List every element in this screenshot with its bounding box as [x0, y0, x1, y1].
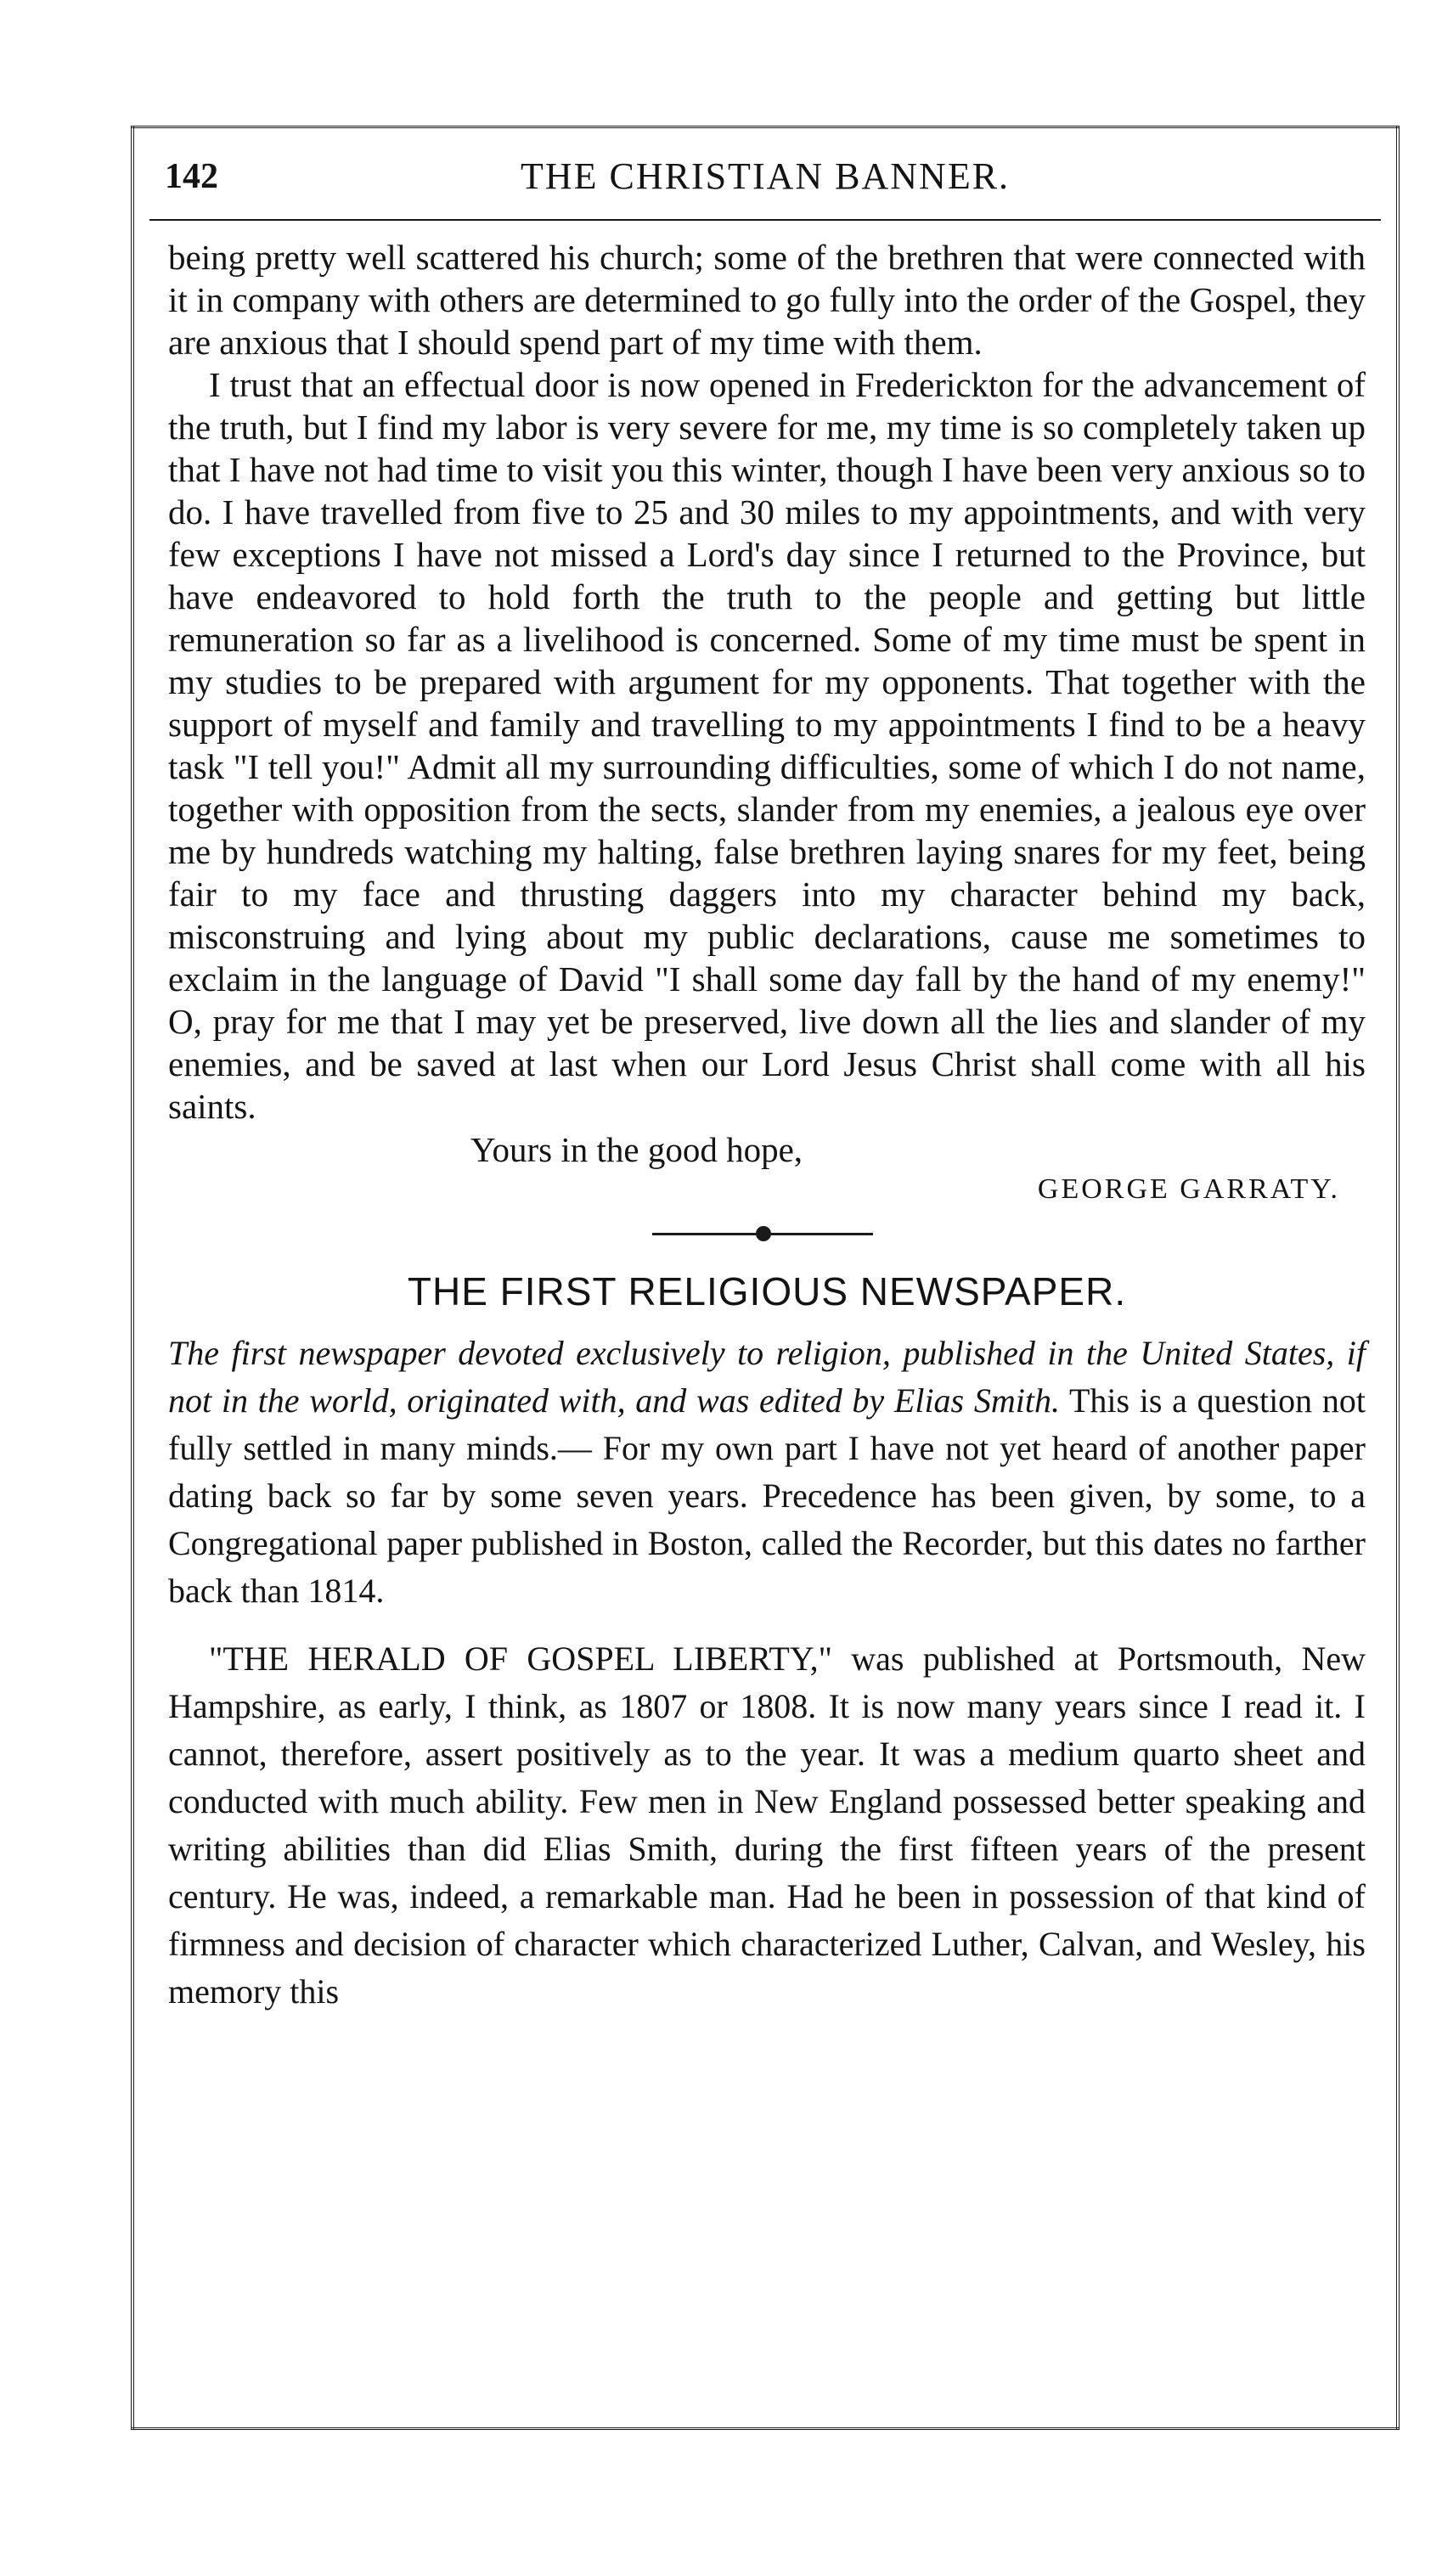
signature: GEORGE GARRATY. [1037, 1173, 1340, 1205]
article-title: THE FIRST RELIGIOUS NEWSPAPER. [407, 1269, 1127, 1313]
letter-paragraph-1: being pretty well scattered his church; some of the brethren that were connected with it in company with others are determined to go fully into the order of the Gospel, they are anxious that I should spend part of my time with them. [168, 238, 1366, 362]
body-text [168, 236, 1366, 2016]
letter-closing [168, 1128, 1366, 1212]
divider-dot [756, 1226, 771, 1241]
page-header [165, 151, 1366, 211]
article-lead-in: The first newspaper devoted exclusively to religion, published in the United States, if not in the world, originated with, and was edited by Elias Smith. [168, 1334, 1366, 1420]
valediction: Yours in the good hope, [470, 1130, 803, 1169]
running-title: THE CHRISTIAN BANNER. [520, 155, 1011, 197]
bottom-border [131, 2427, 1400, 2430]
page-number: 142 [165, 157, 218, 196]
article-paragraph-2: "THE HERALD OF GOSPEL LIBERTY," was published at Portsmouth, New Hampshire, as early, I think, as 1807 or 1808. It is now many years since I read it. I cannot, therefore, assert positively as to the year. It was a medium quarto sheet and conducted with much ability. Few men in New England possessed better speaking and writing abilities than did Elias Smith, during the first fifteen years of the present century. He was, indeed, a remarkable man. Had he been in possession of that kind of firmness and decision of character which characterized Luther, Calvan, and Wesley, his memory this [168, 1640, 1366, 2011]
article-paragraph-1 [168, 1330, 1366, 1615]
article-paragraph-1-text: This is a question not fully settled in many minds.— For my own part I have not yet heard of another paper dating back so far by some seven years. Precedence has been given, by some, to a Congregational paper published in Boston, called the Recorder, but this dates no farther back than 1814. [168, 1381, 1366, 1610]
top-border [131, 126, 1400, 128]
page-frame [131, 126, 1400, 2430]
left-border [131, 126, 134, 2430]
header-divider [149, 219, 1381, 221]
right-border [1396, 126, 1400, 2430]
letter-paragraph-2: I trust that an effectual door is now opened in Frederickton for the advancement of the truth, but I find my labor is very severe for me, my time is so completely taken up that I have not had time to visit you this winter, though I have been very anxious so to do. I have travelled from five to 25 and 30 miles to my appointments, and with very few exceptions I have not missed a Lord's day since I returned to the Province, but have endeavored to hold forth the truth to the people and getting but little remuneration so far as a livelihood is concerned. Some of my time must be spent in my studies to be prepared with argument for my opponents. That together with the support of myself and family and travelling to my appointments I find to be a heavy task "I tell you!" Admit all my surrounding difficulties, some of which I do not name, together with opposition from the sects, slander from my enemies, a jealous eye over me by hundreds watching my halting, false brethren laying snares for my feet, being fair to my face and thrusting daggers into my character behind my back, misconstruing and lying about my public declarations, cause me sometimes to exclaim in the language of David "I shall some day fall by the hand of my enemy!" O, pray for me that I may yet be preserved, live down all the lies and slander of my enemies, and be saved at last when our Lord Jesus Christ shall come with all his saints. [168, 365, 1366, 1126]
section-divider-ornament [168, 1218, 1366, 1251]
